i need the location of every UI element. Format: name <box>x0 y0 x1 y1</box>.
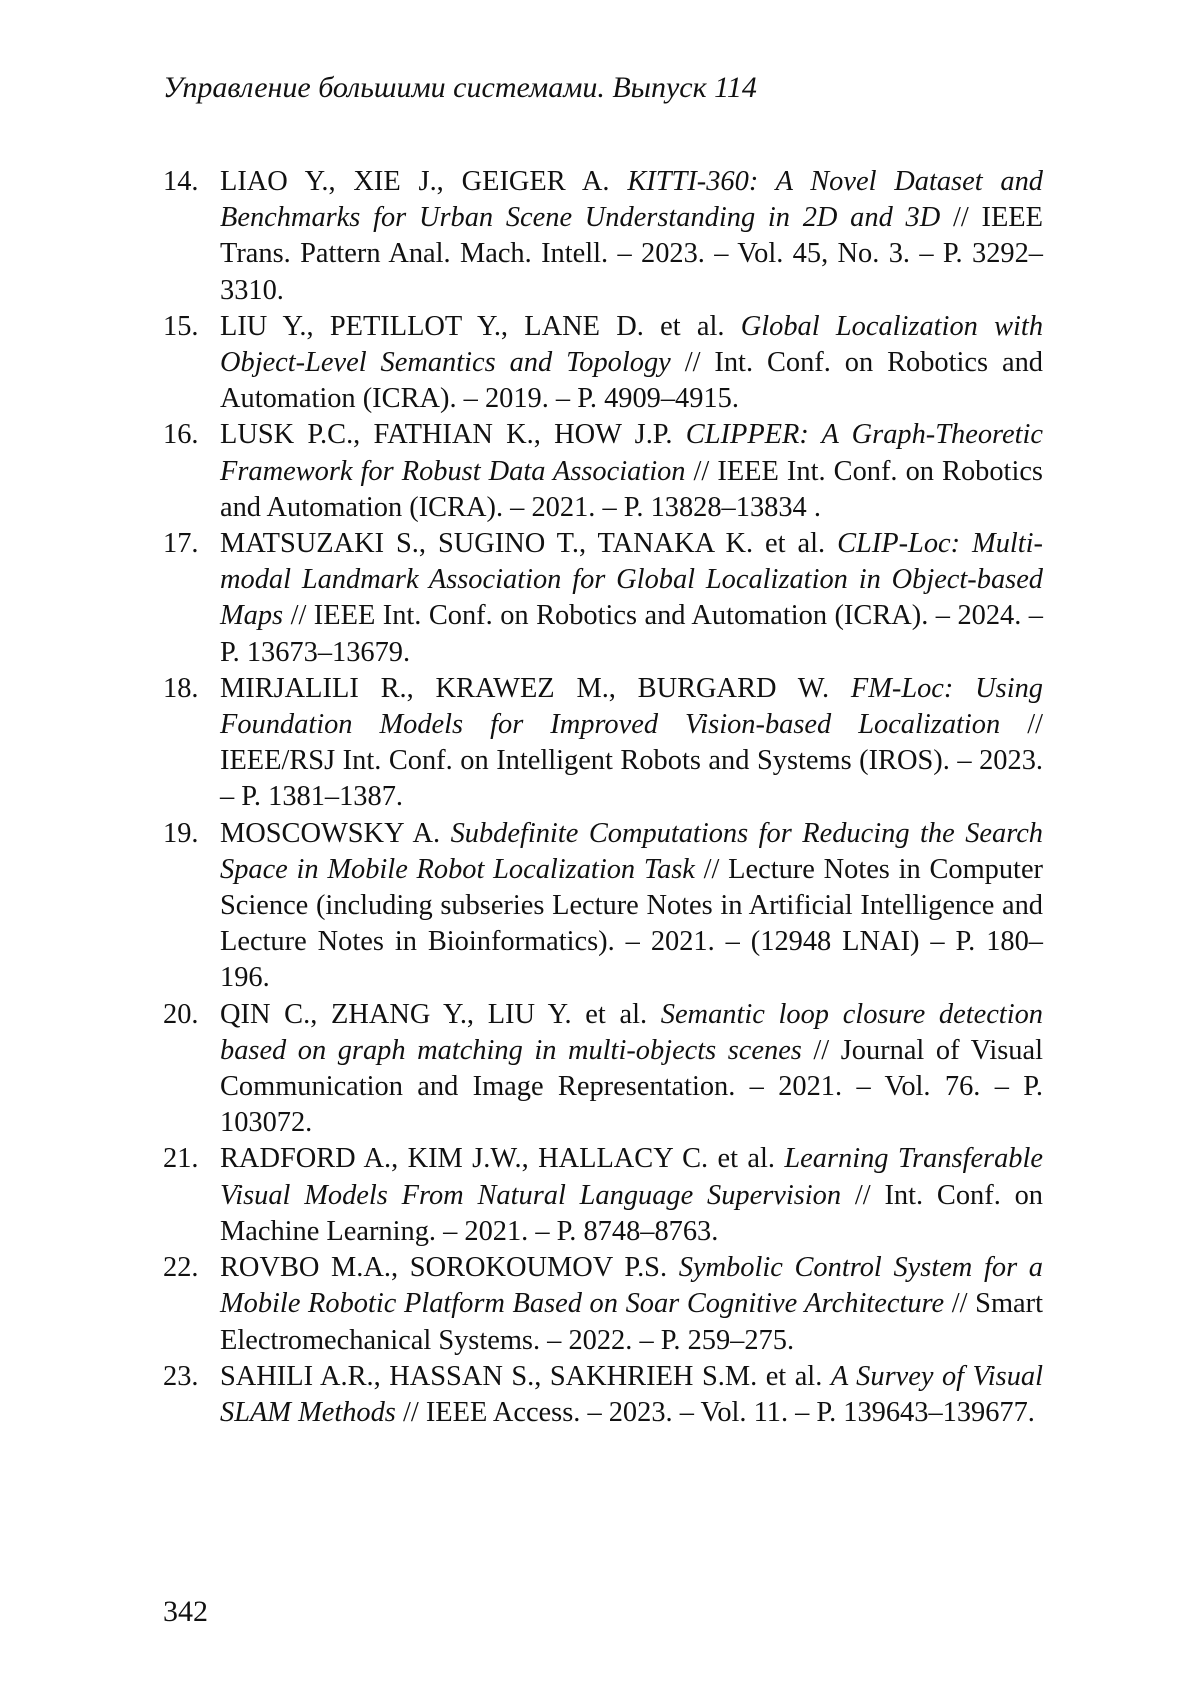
reference-source: // Smart Electromechanical Systems. – 2022. – P. 259–275. <box>220 1288 1043 1355</box>
reference-source: // Int. Conf. on Robotics and Automation (ICRA). – 2019. – P. 4909–4915. <box>220 347 1043 414</box>
reference-item <box>163 816 1043 997</box>
reference-authors: QIN C., ZHANG Y., LIU Y. et al. <box>220 999 661 1030</box>
page-number: 342 <box>163 1592 208 1632</box>
reference-source: // IEEE Int. Conf. on Robotics and Automation (ICRA). – 2024. – P. 13673–13679. <box>220 600 1043 667</box>
reference-title: Global Localization with Object-Level Semantics and Topology <box>220 311 1043 378</box>
reference-number: 18. <box>163 671 213 707</box>
reference-item <box>163 1359 1043 1431</box>
reference-authors: LIU Y., PETILLOT Y., LANE D. et al. <box>220 311 741 342</box>
reference-authors: LUSK P.C., FATHIAN K., HOW J.P. <box>220 419 686 450</box>
reference-authors: MATSUZAKI S., SUGINO T., TANAKA K. et al. <box>220 528 837 559</box>
reference-number: 15. <box>163 309 213 345</box>
reference-number: 19. <box>163 816 213 852</box>
reference-authors: SAHILI A.R., HASSAN S., SAKHRIEH S.M. et al. <box>220 1361 831 1392</box>
reference-item <box>163 526 1043 671</box>
reference-authors: MOSCOWSKY A. <box>220 818 451 849</box>
reference-source: // IEEE/RSJ Int. Conf. on Intelligent Robots and Systems (IROS). – 2023. – P. 1381–1387. <box>220 709 1043 812</box>
reference-item <box>163 1141 1043 1250</box>
reference-title: Learning Transferable Visual Models From Natural Language Supervision <box>220 1143 1043 1210</box>
reference-authors: LIAO Y., XIE J., GEIGER A. <box>220 166 627 197</box>
reference-title: CLIP-Loc: Multi-modal Landmark Association for Global Localization in Object-based Maps <box>220 528 1043 631</box>
reference-number: 17. <box>163 526 213 562</box>
reference-number: 21. <box>163 1141 213 1177</box>
reference-number: 16. <box>163 417 213 453</box>
reference-title: Semantic loop closure detection based on graph matching in multi-objects scenes <box>220 999 1043 1066</box>
reference-number: 20. <box>163 997 213 1033</box>
reference-source: // IEEE Int. Conf. on Robotics and Automation (ICRA). – 2021. – P. 13828–13834 . <box>220 456 1043 523</box>
reference-title: Subdefinite Computations for Reducing the Search Space in Mobile Robot Localization Task <box>220 818 1043 885</box>
reference-item <box>163 671 1043 816</box>
reference-number: 14. <box>163 164 213 200</box>
reference-authors: ROVBO M.A., SOROKOUMOV P.S. <box>220 1252 679 1283</box>
reference-number: 22. <box>163 1250 213 1286</box>
reference-item <box>163 164 1043 309</box>
reference-number: 23. <box>163 1359 213 1395</box>
reference-title: KITTI-360: A Novel Dataset and Benchmarks for Urban Scene Understanding in 2D and 3D <box>220 166 1043 233</box>
reference-item <box>163 309 1043 418</box>
reference-title: Symbolic Control System for a Mobile Robotic Platform Based on Soar Cognitive Architecture <box>220 1252 1043 1319</box>
reference-title: CLIPPER: A Graph-Theoretic Framework for Robust Data Association <box>220 419 1043 486</box>
reference-source: // Journal of Visual Communication and Image Representation. – 2021. – Vol. 76. – P. 103072. <box>220 1035 1043 1138</box>
reference-title: A Survey of Visual SLAM Methods <box>220 1361 1043 1428</box>
reference-source: // Lecture Notes in Computer Science (including subseries Lecture Notes in Artificial Intelligence and Lecture Notes in Bioinformatics). – 2021. – (12948 LNAI) – P. 180–196. <box>220 854 1043 994</box>
reference-source: // Int. Conf. on Machine Learning. – 2021. – P. 8748–8763. <box>220 1180 1043 1247</box>
reference-title: FM-Loc: Using Foundation Models for Improved Vision-based Localization <box>220 673 1043 740</box>
running-header: Управление большими системами. Выпуск 114 <box>163 68 757 108</box>
reference-authors: MIRJALILI R., KRAWEZ M., BURGARD W. <box>220 673 851 704</box>
reference-list <box>163 164 1043 1431</box>
reference-source: // IEEE Trans. Pattern Anal. Mach. Intell. – 2023. – Vol. 45, No. 3. – P. 3292–3310. <box>220 202 1043 305</box>
reference-item <box>163 417 1043 526</box>
reference-authors: RADFORD A., KIM J.W., HALLACY C. et al. <box>220 1143 784 1174</box>
reference-source: // IEEE Access. – 2023. – Vol. 11. – P. 139643–139677. <box>396 1397 1035 1428</box>
reference-item <box>163 997 1043 1142</box>
reference-item <box>163 1250 1043 1359</box>
